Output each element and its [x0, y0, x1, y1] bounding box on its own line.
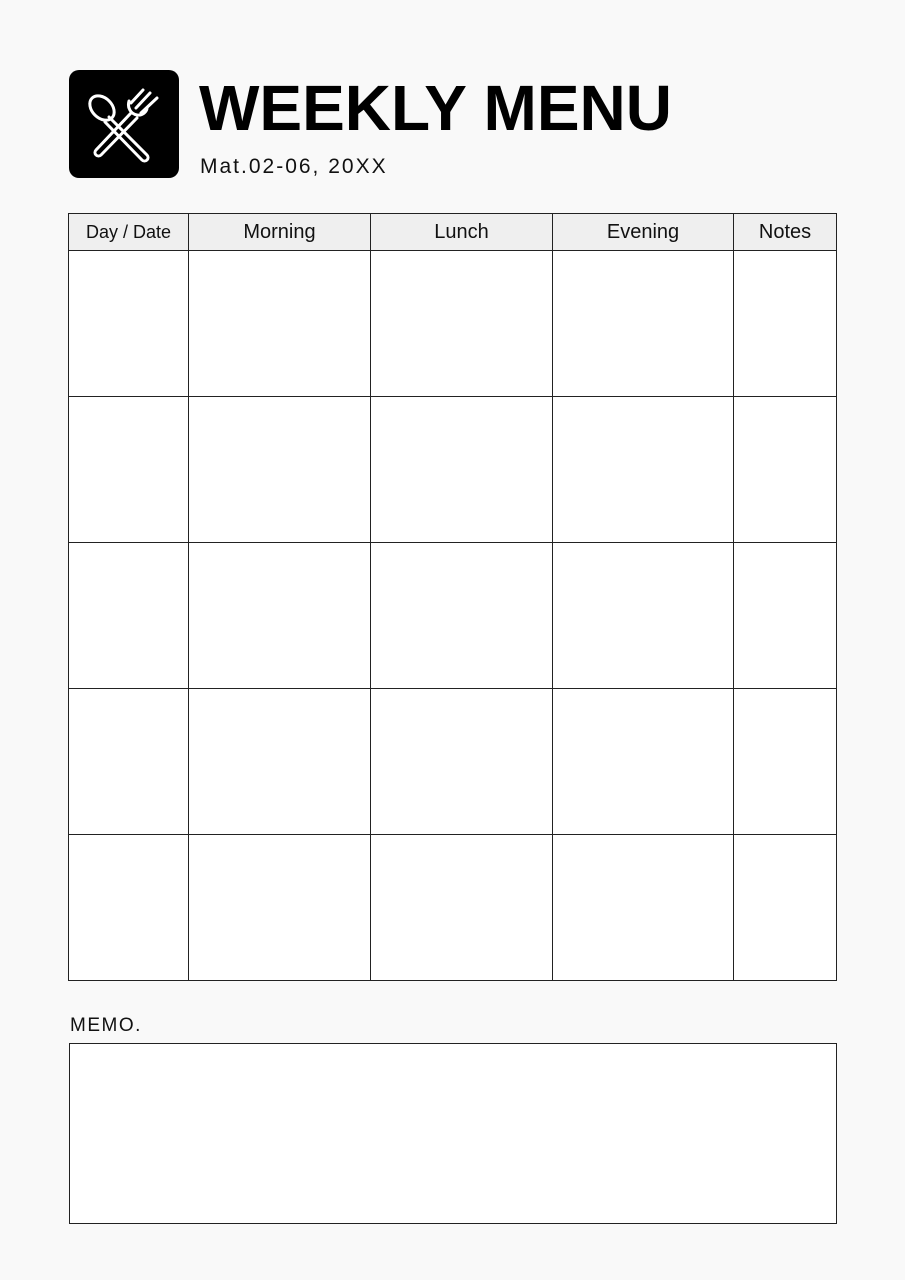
lunch-cell[interactable] [371, 689, 553, 835]
day-date-cell[interactable] [69, 543, 189, 689]
table-header-row [69, 214, 837, 251]
day-date-cell[interactable] [69, 835, 189, 981]
morning-cell[interactable] [189, 543, 371, 689]
date-range: Mat.02-06, 20XX [200, 155, 388, 178]
evening-cell[interactable] [553, 251, 734, 397]
evening-cell[interactable] [553, 689, 734, 835]
evening-cell[interactable] [553, 397, 734, 543]
column-header-notes: Notes [734, 214, 837, 251]
table-row [69, 543, 837, 689]
morning-cell[interactable] [189, 689, 371, 835]
logo-badge [69, 70, 179, 178]
notes-cell[interactable] [734, 835, 837, 981]
lunch-cell[interactable] [371, 251, 553, 397]
evening-cell[interactable] [553, 835, 734, 981]
morning-cell[interactable] [189, 835, 371, 981]
column-header-evening: Evening [553, 214, 734, 251]
day-date-cell[interactable] [69, 251, 189, 397]
fork-and-spoon-icon [69, 70, 179, 178]
notes-cell[interactable] [734, 543, 837, 689]
page-title: WEEKLY MENU [199, 72, 672, 144]
memo-box[interactable] [69, 1043, 837, 1224]
notes-cell[interactable] [734, 397, 837, 543]
column-header-lunch: Lunch [371, 214, 553, 251]
morning-cell[interactable] [189, 397, 371, 543]
column-header-morning: Morning [189, 214, 371, 251]
notes-cell[interactable] [734, 251, 837, 397]
table-row [69, 251, 837, 397]
evening-cell[interactable] [553, 543, 734, 689]
memo-label: MEMO. [70, 1015, 142, 1036]
morning-cell[interactable] [189, 251, 371, 397]
lunch-cell[interactable] [371, 835, 553, 981]
table-row [69, 397, 837, 543]
table-row [69, 835, 837, 981]
day-date-cell[interactable] [69, 397, 189, 543]
lunch-cell[interactable] [371, 397, 553, 543]
day-date-cell[interactable] [69, 689, 189, 835]
table-row [69, 689, 837, 835]
weekly-menu-table [68, 213, 837, 981]
lunch-cell[interactable] [371, 543, 553, 689]
notes-cell[interactable] [734, 689, 837, 835]
column-header-day-date: Day / Date [69, 214, 189, 251]
